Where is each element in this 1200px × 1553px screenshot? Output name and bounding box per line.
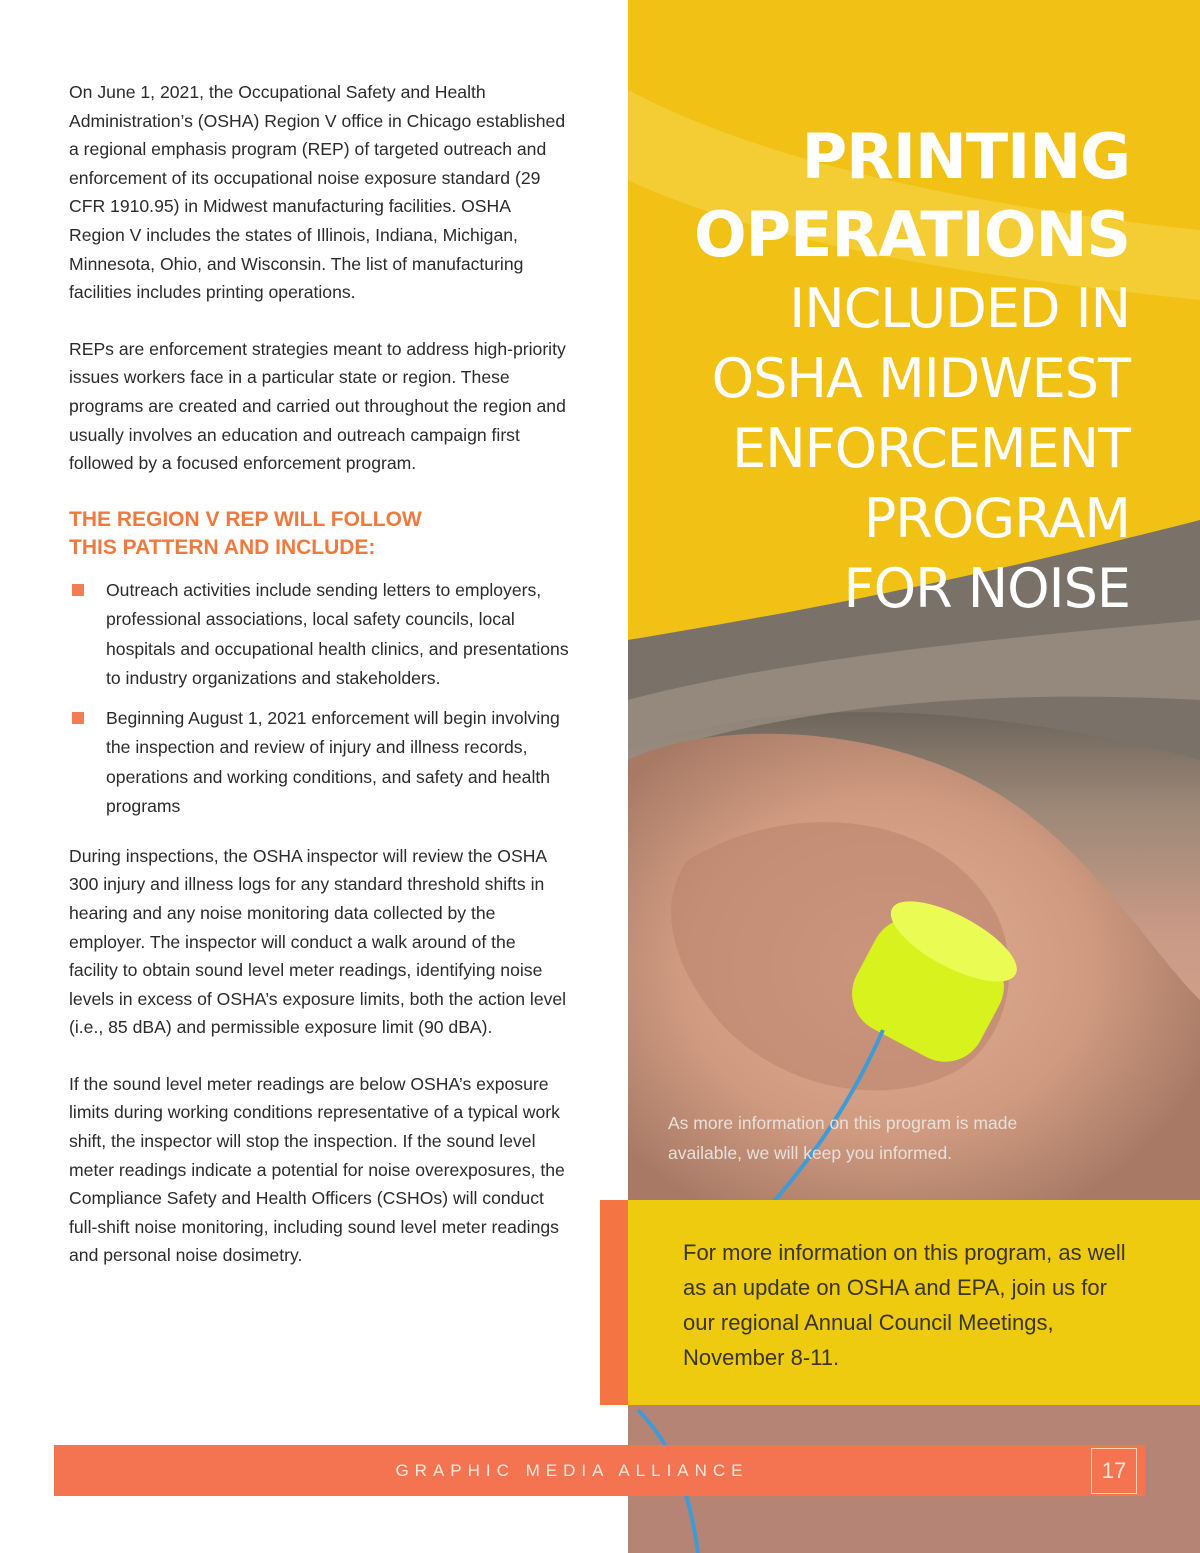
photo-caption: As more information on this program is made available, we will keep you informed.	[668, 1113, 1018, 1163]
headline-bold-line2: OPERATIONS	[693, 198, 1130, 271]
headline-bold-line1: PRINTING	[801, 120, 1130, 193]
headline	[694, 118, 1130, 624]
page-number: 17	[1091, 1448, 1137, 1494]
bullet-square-icon	[72, 584, 84, 596]
bullet-list	[69, 576, 569, 822]
headline-light-line: OSHA MIDWEST	[711, 347, 1130, 410]
list-item-text: Beginning August 1, 2021 enforcement will begin involving the inspection and review of injury and illness records, operations and working conditions, and safety and health programs	[106, 707, 560, 817]
subheading-line: THE REGION V REP WILL FOLLOW	[69, 507, 422, 531]
bullet-square-icon	[72, 712, 84, 724]
footer-bar	[54, 1445, 1145, 1496]
subheading-line: THIS PATTERN AND INCLUDE:	[69, 535, 376, 559]
paragraph: If the sound level meter readings are below OSHA’s exposure limits during working conditions representative of a typical work shift, the inspector will stop the inspection. If the sound level meter readings indicate a potential for noise overexposures, the Compliance Safety and Health Officers (CSHOs) will conduct full-shift noise monitoring, including sound level meter readings and personal noise dosimetry.	[69, 1073, 565, 1266]
list-item-text: Outreach activities include sending letters to employers, professional associations, local safety councils, local hospitals and occupational health clinics, and presentations to industry organizations and stakeholders.	[106, 579, 569, 689]
headline-light-line: FOR NOISE	[843, 557, 1130, 620]
paragraph: During inspections, the OSHA inspector will review the OSHA 300 injury and illness logs for any standard threshold shifts in hearing and any noise monitoring data collected by the employer. The inspector will conduct a walk around of the facility to obtain sound level meter readings, identifying noise levels in excess of OSHA’s exposure limits, both the action level (i.e., 85 dBA) and permissible exposure limit (90 dBA).	[69, 845, 567, 1038]
info-box-accent	[600, 1200, 628, 1405]
paragraph: On June 1, 2021, the Occupational Safety and Health Administration’s (OSHA) Region V office in Chicago established a regional emphasis program (REP) of targeted outreach and enforcement of its occupational noise exposure standard (29 CFR 1910.95) in Midwest manufacturing facilities. OSHA Region V includes the states of Illinois, Indiana, Michigan, Minnesota, Ohio, and Wisconsin. The list of manufacturing facilities includes printing operations.	[69, 82, 566, 303]
headline-light-line: PROGRAM	[863, 487, 1130, 550]
list-item	[69, 576, 569, 694]
list-item	[69, 704, 569, 822]
paragraph: REPs are enforcement strategies meant to address high-priority issues workers face in a particular state or region. These programs are created and carried out throughout the region and usually involves an education and outreach campaign first followed by a focused enforcement program.	[69, 338, 566, 474]
subheading	[69, 506, 569, 562]
headline-light-line: INCLUDED IN	[789, 277, 1130, 340]
footer-brand: GRAPHIC MEDIA ALLIANCE	[395, 1461, 749, 1480]
article-body	[69, 78, 569, 1298]
info-box-text: For more information on this program, as well as an update on OSHA and EPA, join us for our regional Annual Council Meetings, November 8-11.	[683, 1240, 1126, 1370]
headline-light-line: ENFORCEMENT	[732, 417, 1130, 480]
info-box	[628, 1200, 1200, 1405]
